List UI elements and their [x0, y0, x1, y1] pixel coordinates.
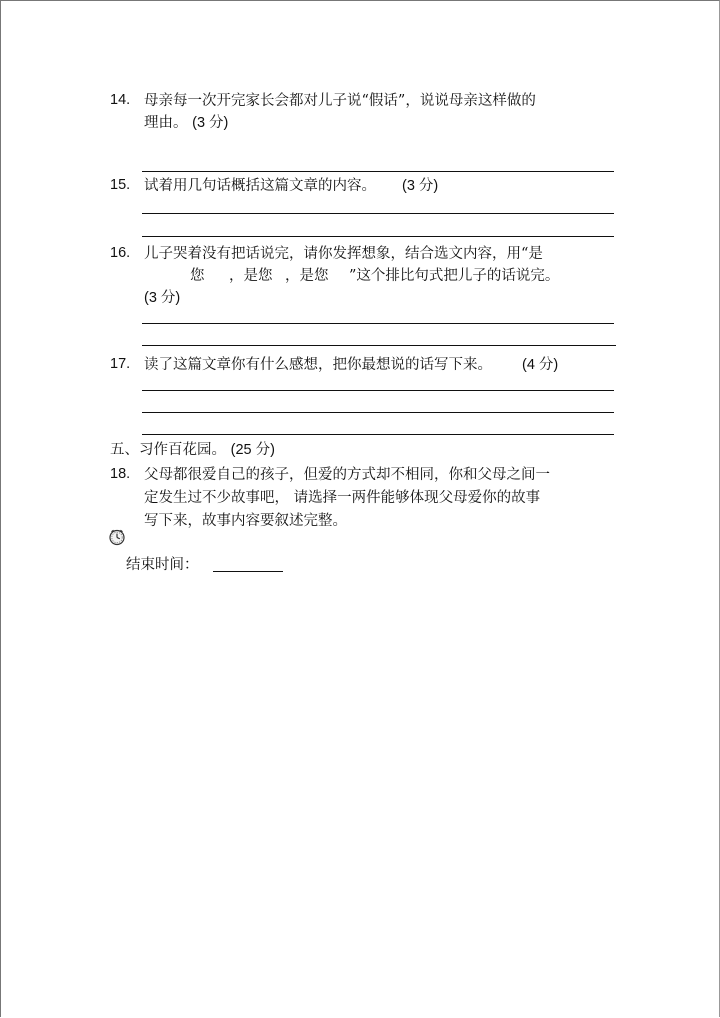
- q16-text-line2c: ，是您: [285, 268, 329, 284]
- section5-score: (25 分): [230, 442, 275, 458]
- q15-text-main: 试着用几句话概括这篇文章的内容。: [144, 178, 376, 194]
- q14-answer-line[interactable]: [142, 171, 614, 172]
- q14-text-line2-main: 理由。: [144, 115, 188, 131]
- q16-text-line1: 儿子哭着没有把话说完，请你发挥想象，结合选文内容，用“是: [144, 246, 543, 262]
- q14-score: (3 分): [192, 115, 229, 131]
- q17-text: [144, 354, 558, 376]
- q17-text-main: 读了这篇文章你有什么感想，把你最想说的话写下来。: [144, 357, 492, 373]
- clock-icon: [108, 528, 126, 546]
- q17-answer-line-3[interactable]: [142, 434, 614, 435]
- q18-text-line2: 定发生过不少故事吧， 请选择一两件能够体现父母爱你的故事: [144, 490, 541, 506]
- q15-answer-line-2[interactable]: [142, 236, 614, 237]
- section5-heading: [110, 439, 275, 461]
- q15-number: 15.: [110, 177, 131, 193]
- q16-number: 16.: [110, 245, 131, 261]
- q17-answer-line-2[interactable]: [142, 412, 614, 413]
- q15-text: [144, 175, 438, 197]
- q14-text-line2: [144, 112, 228, 134]
- q16-answer-line-1[interactable]: [142, 323, 614, 324]
- q18-number: 18.: [110, 466, 131, 482]
- q16-text-line2a: 您: [190, 268, 205, 284]
- q14-text-line1: 母亲每一次开完家长会都对儿子说“假话”，说说母亲这样做的: [144, 93, 536, 109]
- end-time-label: 结束时间：: [126, 557, 199, 573]
- q15-answer-line-1[interactable]: [142, 213, 614, 214]
- end-time-blank[interactable]: [213, 557, 283, 572]
- q14-number: 14.: [110, 92, 131, 108]
- q15-score: (3 分): [402, 178, 439, 194]
- q18-text-line1: 父母都很爱自己的孩子，但爱的方式却不相同，你和父母之间一: [144, 467, 550, 483]
- end-time: [126, 554, 283, 576]
- section5-label: 五、习作百花园。: [110, 442, 226, 458]
- q16-answer-line-2[interactable]: [142, 345, 616, 346]
- q17-number: 17.: [110, 356, 131, 372]
- q17-score: (4 分): [522, 357, 559, 373]
- q16-text-line2d: ”这个排比句式把儿子的话说完。: [349, 268, 560, 284]
- q17-answer-line-1[interactable]: [142, 390, 614, 391]
- q16-score: (3 分): [144, 290, 181, 306]
- q16-text-line2b: ，是您: [229, 268, 273, 284]
- q18-text-line3: 写下来，故事内容要叙述完整。: [144, 513, 347, 529]
